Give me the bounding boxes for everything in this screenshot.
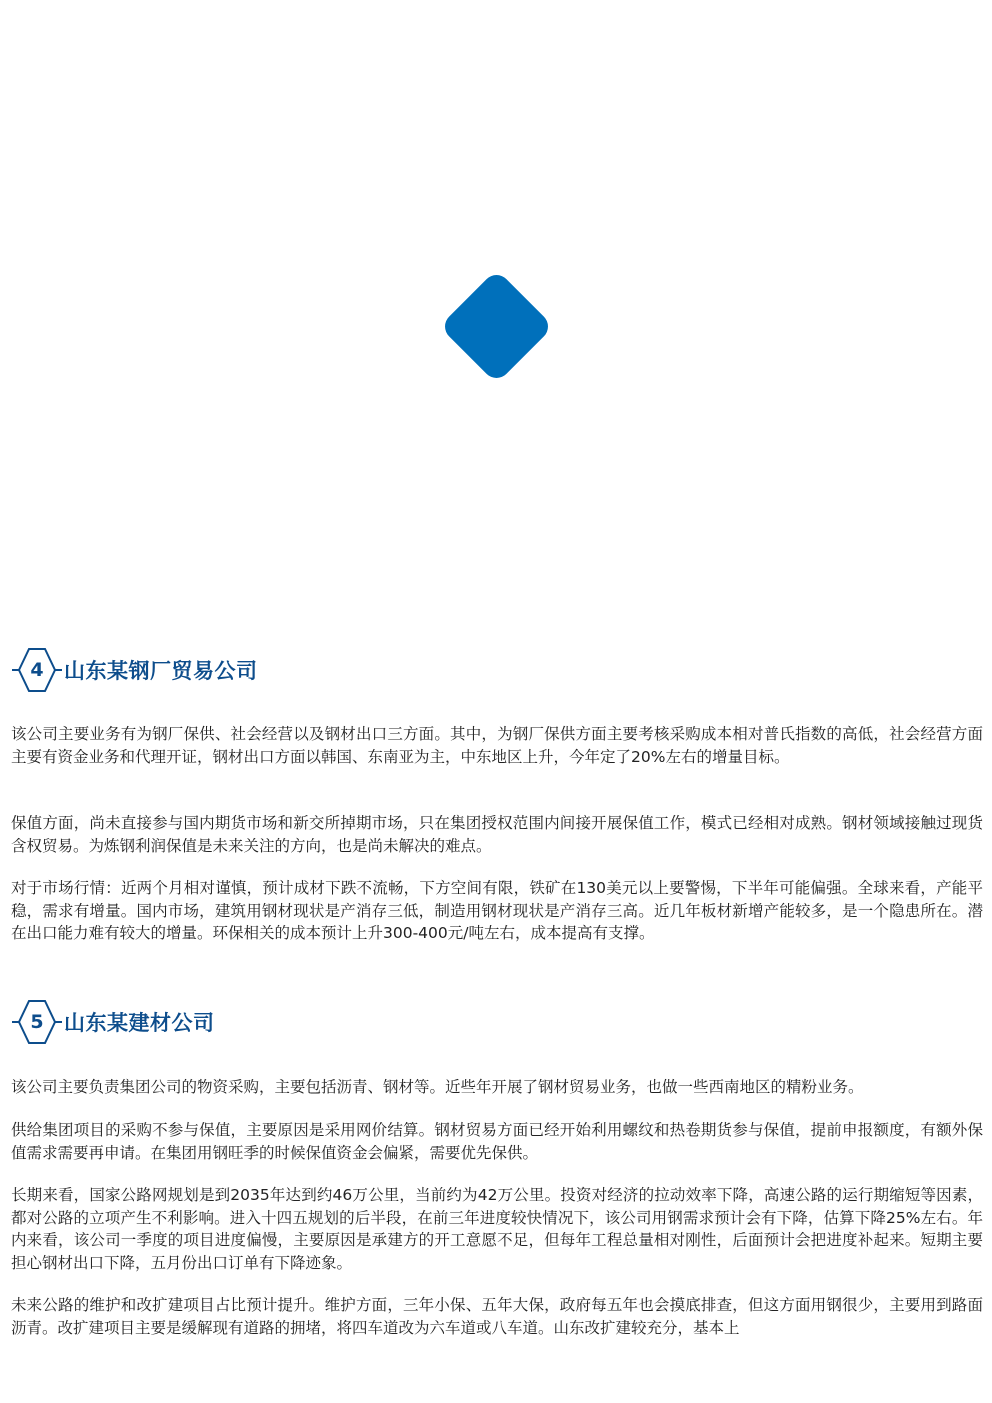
section-heading-4 [12,647,258,693]
paragraph: 对于市场行情：近两个月相对谨慎，预计成材下跌不流畅，下方空间有限，铁矿在130美元以上要警惕，下半年可能偏强。全球来看，产能平稳，需求有增量。国内市场，建筑用钢材现状是产消存三低，制造用钢材现状是产消存三高。近几年板材新增产能较多，是一个隐患所在。潜在出口能力难有较大的增量。环保相关的成本预计上升300-400元/吨左右，成本提高有支撑。 [11,879,983,942]
paragraph: 该公司主要业务有为钢厂保供、社会经营以及钢材出口三方面。其中，为钢厂保供方面主要考核采购成本相对普氏指数的高低，社会经营方面主要有资金业务和代理开证，钢材出口方面以韩国、东南亚为主，中东地区上升，今年定了20%左右的增量目标。 [11,725,983,766]
section-number: 5 [30,1011,44,1033]
paragraph: 该公司主要负责集团公司的物资采购，主要包括沥青、钢材等。近些年开展了钢材贸易业务，也做一些西南地区的精粉业务。 [11,1078,864,1096]
section-heading-5 [12,999,215,1045]
diamond-logo-icon [425,255,568,398]
paragraph: 长期来看，国家公路网规划是到2035年达到约46万公里，当前约为42万公里。投资对经济的拉动效率下降，高速公路的运行期缩短等因素，都对公路的立项产生不利影响。进入十四五规划的后半段，在前三年进度较快情况下，该公司用钢需求预计会有下降，估算下降25%左右。年内来看，该公司一季度的项目进度偏慢，主要原因是承建方的开工意愿不足，但每年工程总量相对刚性，后面预计会把进度补起来。短期主要担心钢材出口下降，五月份出口订单有下降迹象。 [11,1186,983,1272]
hexagon-number-badge [12,999,62,1045]
paragraph: 保值方面，尚未直接参与国内期货市场和新交所掉期市场，只在集团授权范围内间接开展保值工作，模式已经相对成熟。钢材领域接触过现货含权贸易。为炼钢利润保值是未来关注的方向，也是尚未解决的难点。 [11,814,983,855]
paragraph: 未来公路的维护和改扩建项目占比预计提升。维护方面，三年小保、五年大保，政府每五年也会摸底排查，但这方面用钢很少，主要用到路面沥青。改扩建项目主要是缓解现有道路的拥堵，将四车道改为六车道或八车道。山东改扩建较充分，基本上 [11,1296,983,1337]
section-title: 山东某钢厂贸易公司 [64,659,258,683]
paragraph: 供给集团项目的采购不参与保值，主要原因是采用网价结算。钢材贸易方面已经开始利用螺纹和热卷期货参与保值，提前申报额度，有额外保值需求需要再申请。在集团用钢旺季的时候保值资金会偏紧，需要优先保供。 [11,1121,983,1162]
section-number: 4 [30,659,44,681]
hexagon-number-badge [12,647,62,693]
section-title: 山东某建材公司 [64,1011,215,1035]
